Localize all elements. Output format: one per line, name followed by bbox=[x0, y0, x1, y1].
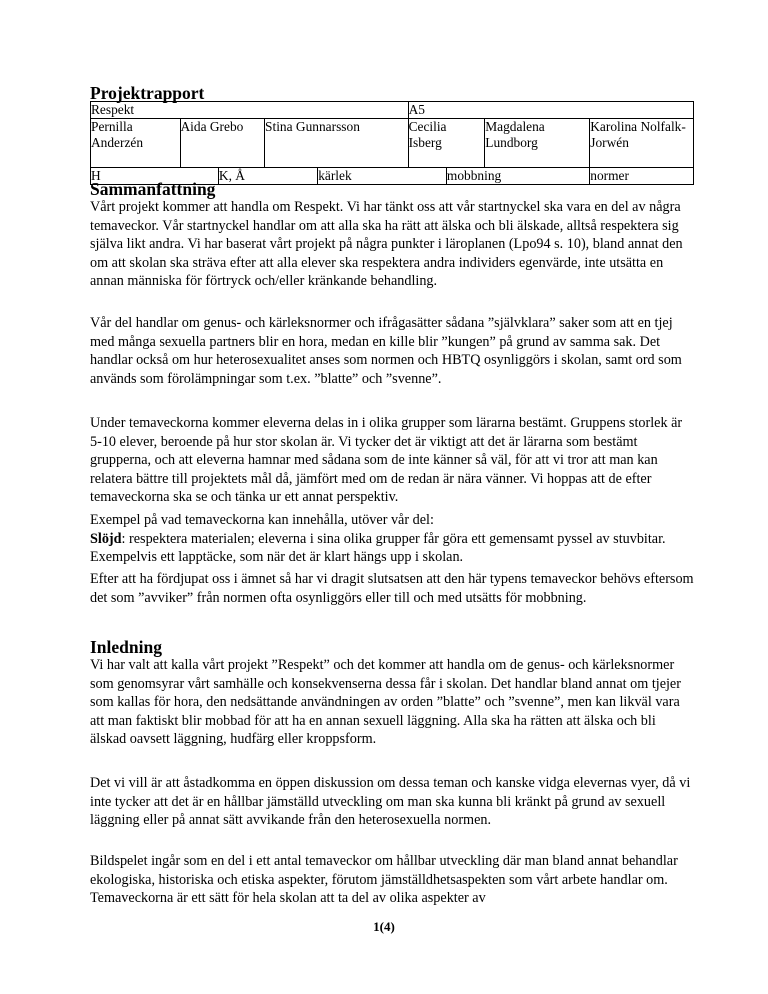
author-cell: Pernilla Anderzén bbox=[91, 119, 181, 168]
summary-paragraph: Vår del handlar om genus- och kärleksnormer och ifrågasätter sådana ”självklara” saker som att en tjej med många sexuella partners blir en hora, medan en kille blir ”kungen” på grund av samma sak. Det handlar också om hur heterosexualitet anses som normen och HBTQ osynliggörs i skolan, samt ord som används som förolämpningar som t.ex. ”blatte” och ”svenne”. bbox=[90, 315, 682, 387]
keyword-cell: H bbox=[91, 168, 219, 185]
author-cell: Magdalena Lundborg bbox=[485, 119, 590, 168]
intro-paragraph: Vi har valt att kalla vårt projekt ”Respekt” och det kommer att handla om de genus- och kärleksnormer som genomsyrar vårt samhälle och konsekvenserna dessa får i skolan. Det handlar bland annat om tjejer som kallas för hora, den nedsättande användningen av orden ”blatte” och ”svenne”, men kan likväl vara att man faktiskt blir mobbad för att ha en annan sexuell läggning. Alla ska ha rätten att älska och bli älskad oavsett läggning, hudfärg eller kroppsform. bbox=[90, 657, 681, 747]
summary-paragraph: Vårt projekt kommer att handla om Respekt. Vi har tänkt oss att vår startnyckel ska vara en del av några temaveckor. Vår startnyckel handlar om att alla ska ha rätt att älska och bli älskade, alltså respektera sig själva likt andra. Vi har baserat vårt projekt på några punkter i läroplanen (Lpo94 s. 10), bland annat den om att skolan ska sträva efter att alla elever ska respektera andra individers egenvärde, inte utsätta en annan människa för förtryck och/eller kränkande behandling. bbox=[90, 199, 683, 289]
intro-heading: Inledning bbox=[90, 637, 162, 657]
page-number: 1(4) bbox=[373, 919, 395, 934]
project-name-cell: Respekt bbox=[91, 102, 409, 119]
keyword-cell: normer bbox=[590, 168, 694, 185]
summary-heading: Sammanfattning bbox=[90, 179, 216, 199]
intro-paragraph: Det vi vill är att åstadkomma en öppen diskussion om dessa teman och kanske vidga elevernas vyer, då vi inte tycker att det är en hållbar jämställd utveckling om man ska kunna bli kränkt på grund av sexuell läggning eller på annat sätt avvikande från den heterosexuella normen. bbox=[90, 775, 691, 828]
keyword-cell: K, Å bbox=[218, 168, 317, 185]
summary-paragraph bbox=[90, 511, 694, 567]
keyword-cell: mobbning bbox=[446, 168, 589, 185]
keyword-cell: kärlek bbox=[318, 168, 447, 185]
slojd-text: : respektera materialen; eleverna i sina olika grupper får göra ett gemensamt pyssel av stuvbitar. Exempelvis ett lapptäcke, som när det är klart hängs upp i skolan. bbox=[90, 530, 666, 565]
intro-paragraph: Bildspelet ingår som en del i ett antal temaveckor om hållbar utveckling där man bland annat behandlar ekologiska, historiska och etiska aspekter, förutom jämställdhetsaspekten som vårt arbete handlar om. Temaveckorna är ett sätt för hela skolan att ta del av olika aspekter av bbox=[90, 853, 678, 906]
project-meta-table bbox=[90, 101, 694, 185]
summary-paragraph: Under temaveckorna kommer eleverna delas in i olika grupper som lärarna bestämt. Gruppens storlek är 5-10 elever, beroende på hur stor skolan är. Vi tycker det är viktigt att det är lärarna som bestämt grupperna, och att eleverna hamnar med sådana som de inte känner så väl, för att vi tror att man kan relatera bättre till projektets mål då, jämfört med om de redan är nära vänner. Vi hoppas att de efter temaveckorna ska se och tänka ur ett annat perspektiv. bbox=[90, 415, 683, 505]
examples-intro: Exempel på vad temaveckorna kan innehålla, utöver vår del: bbox=[90, 512, 434, 528]
class-cell: A5 bbox=[408, 102, 693, 119]
author-cell: Karolina Nolfalk-Jorwén bbox=[590, 119, 694, 168]
slojd-label: Slöjd bbox=[90, 530, 122, 547]
author-cell: Cecilia Isberg bbox=[408, 119, 485, 168]
summary-paragraph: Efter att ha fördjupat oss i ämnet så har vi dragit slutsatsen att den här typens temaveckor behövs eftersom det som ”avviker” från normen ofta osynliggörs eller till och med utsätts för mobbning. bbox=[90, 571, 694, 606]
page-title: Projektrapport bbox=[90, 83, 205, 103]
author-cell: Aida Grebo bbox=[180, 119, 265, 168]
author-cell: Stina Gunnarsson bbox=[265, 119, 409, 168]
